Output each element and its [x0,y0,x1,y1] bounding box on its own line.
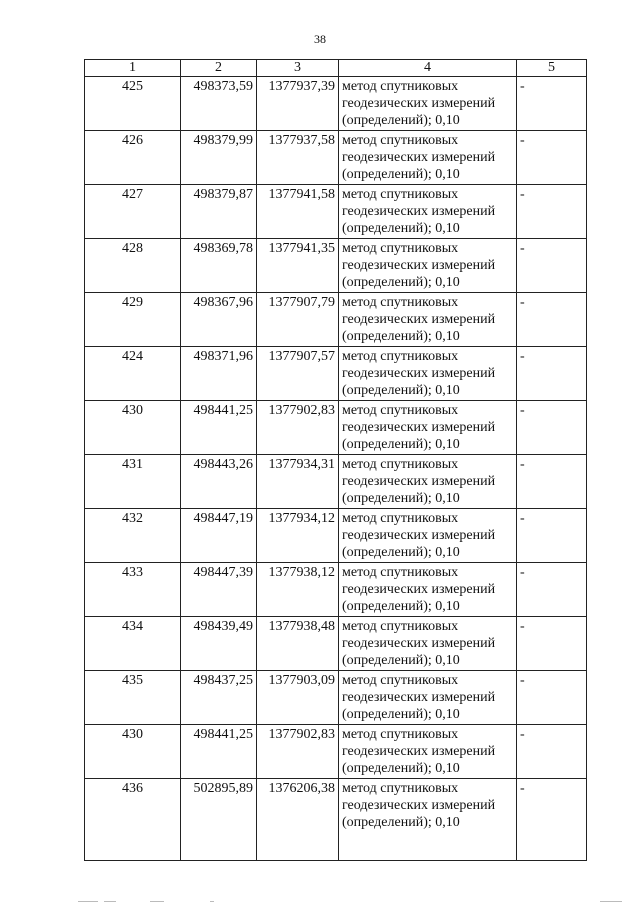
x-coordinate-cell: 498437,25 [181,671,257,725]
method-cell: метод спутниковых геодезических измерений (определений); 0,10 [339,131,517,185]
note-cell: - [517,563,587,617]
method-cell: метод спутниковых геодезических измерений (определений); 0,10 [339,239,517,293]
method-cell: метод спутниковых геодезических измерений (определений); 0,10 [339,347,517,401]
scan-footer-marks [0,899,640,905]
method-cell: метод спутниковых геодезических измерений (определений); 0,10 [339,671,517,725]
note-cell: - [517,131,587,185]
x-coordinate-cell: 498379,99 [181,131,257,185]
point-number-cell: 427 [85,185,181,239]
y-coordinate-cell: 1377937,58 [257,131,339,185]
point-number-cell: 424 [85,347,181,401]
coordinates-table [84,59,587,861]
x-coordinate-cell: 498367,96 [181,293,257,347]
table-row [85,671,587,725]
method-cell: метод спутниковых геодезических измерений (определений); 0,10 [339,293,517,347]
y-coordinate-cell: 1377937,39 [257,77,339,131]
table-row [85,725,587,779]
y-coordinate-cell: 1377907,57 [257,347,339,401]
x-coordinate-cell: 498373,59 [181,77,257,131]
y-coordinate-cell: 1377903,09 [257,671,339,725]
note-cell: - [517,455,587,509]
table-row [85,401,587,455]
y-coordinate-cell: 1376206,38 [257,779,339,861]
y-coordinate-cell: 1377934,12 [257,509,339,563]
column-header-method: 4 [339,60,517,77]
point-number-cell: 433 [85,563,181,617]
y-coordinate-cell: 1377938,48 [257,617,339,671]
x-coordinate-cell: 498369,78 [181,239,257,293]
table-row [85,131,587,185]
table-row [85,779,587,861]
note-cell: - [517,185,587,239]
note-cell: - [517,293,587,347]
point-number-cell: 425 [85,77,181,131]
table-row [85,563,587,617]
table-row [85,293,587,347]
x-coordinate-cell: 498379,87 [181,185,257,239]
method-cell: метод спутниковых геодезических измерений (определений); 0,10 [339,185,517,239]
point-number-cell: 426 [85,131,181,185]
note-cell: - [517,617,587,671]
column-header-x: 2 [181,60,257,77]
note-cell: - [517,239,587,293]
y-coordinate-cell: 1377941,58 [257,185,339,239]
point-number-cell: 436 [85,779,181,861]
point-number-cell: 428 [85,239,181,293]
y-coordinate-cell: 1377934,31 [257,455,339,509]
table-row [85,347,587,401]
method-cell: метод спутниковых геодезических измерений (определений); 0,10 [339,779,517,861]
table-header-row [85,60,587,77]
y-coordinate-cell: 1377938,12 [257,563,339,617]
point-number-cell: 434 [85,617,181,671]
table-row [85,185,587,239]
point-number-cell: 435 [85,671,181,725]
x-coordinate-cell: 498439,49 [181,617,257,671]
table-row [85,617,587,671]
point-number-cell: 432 [85,509,181,563]
note-cell: - [517,725,587,779]
x-coordinate-cell: 498441,25 [181,401,257,455]
method-cell: метод спутниковых геодезических измерений (определений); 0,10 [339,77,517,131]
y-coordinate-cell: 1377941,35 [257,239,339,293]
method-cell: метод спутниковых геодезических измерений (определений); 0,10 [339,617,517,671]
column-header-y: 3 [257,60,339,77]
x-coordinate-cell: 498447,19 [181,509,257,563]
y-coordinate-cell: 1377902,83 [257,725,339,779]
note-cell: - [517,347,587,401]
method-cell: метод спутниковых геодезических измерений (определений); 0,10 [339,563,517,617]
method-cell: метод спутниковых геодезических измерений (определений); 0,10 [339,509,517,563]
table-body [85,77,587,861]
note-cell: - [517,509,587,563]
method-cell: метод спутниковых геодезических измерений (определений); 0,10 [339,455,517,509]
table-row [85,239,587,293]
table-row [85,509,587,563]
note-cell: - [517,77,587,131]
point-number-cell: 430 [85,725,181,779]
column-header-note: 5 [517,60,587,77]
point-number-cell: 431 [85,455,181,509]
y-coordinate-cell: 1377907,79 [257,293,339,347]
point-number-cell: 429 [85,293,181,347]
table-row [85,77,587,131]
x-coordinate-cell: 502895,89 [181,779,257,861]
note-cell: - [517,671,587,725]
x-coordinate-cell: 498447,39 [181,563,257,617]
table-row [85,455,587,509]
y-coordinate-cell: 1377902,83 [257,401,339,455]
x-coordinate-cell: 498443,26 [181,455,257,509]
method-cell: метод спутниковых геодезических измерений (определений); 0,10 [339,401,517,455]
method-cell: метод спутниковых геодезических измерений (определений); 0,10 [339,725,517,779]
x-coordinate-cell: 498371,96 [181,347,257,401]
page-number: 38 [314,32,326,46]
note-cell: - [517,779,587,861]
column-header-number: 1 [85,60,181,77]
note-cell: - [517,401,587,455]
point-number-cell: 430 [85,401,181,455]
x-coordinate-cell: 498441,25 [181,725,257,779]
